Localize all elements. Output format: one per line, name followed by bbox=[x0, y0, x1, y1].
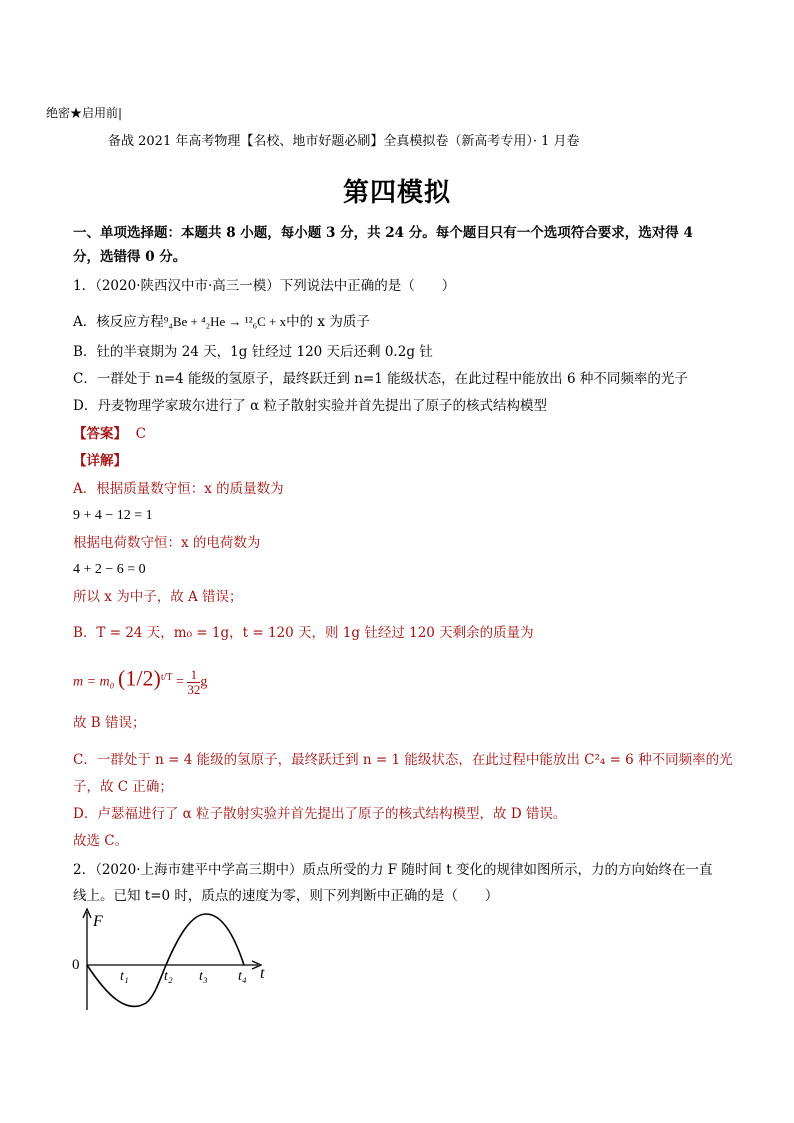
question-2-stem-line2: 线上。已知 t=0 时，质点的速度为零，则下列判断中正确的是（ ） bbox=[73, 888, 499, 904]
explain-d-1: D．卢瑟福进行了 α 粒子散射实验并首先提出了原子的核式结构模型，故 D 错误。 bbox=[73, 806, 567, 822]
option-a-suffix: 中的 x 为质子 bbox=[286, 314, 370, 330]
explain-a-1: A．根据质量数守恒：x 的质量数为 bbox=[73, 481, 284, 497]
formula-half: (1/2) bbox=[118, 665, 161, 691]
question-1-option-b: B．钍的半衰期为 24 天，1g 钍经过 120 天后还剩 0.2g 钍 bbox=[73, 344, 433, 360]
question-1-stem: 1．（2020·陕西汉中市·高三一模）下列说法中正确的是（ ） bbox=[73, 278, 456, 294]
tick-label-t3: t₃ bbox=[199, 969, 208, 984]
explain-b-1: B．T = 24 天，m₀ = 1g，t = 120 天，则 1g 钍经过 120 天剩余的质量为 bbox=[73, 625, 534, 641]
detail-label: 【详解】 bbox=[73, 453, 127, 469]
x-axis-label: t bbox=[260, 965, 265, 982]
answer-line bbox=[73, 425, 146, 443]
formula-equals: = bbox=[175, 674, 184, 690]
formula-fraction bbox=[187, 668, 200, 697]
final-choice: 故选 C。 bbox=[73, 833, 129, 849]
explain-c-1: C．一群处于 n = 4 能级的氢原子，最终跃迁到 n = 1 能级状态，在此过程中能放出 C²₄ = 6 种不同频率的光 bbox=[73, 752, 733, 768]
fraction-numerator: 1 bbox=[187, 668, 200, 683]
formula-exponent: t/T bbox=[160, 672, 173, 683]
answer-label: 【答案】 bbox=[73, 426, 127, 442]
explain-b-3: 故 B 错误； bbox=[73, 715, 146, 731]
y-axis-label: F bbox=[93, 913, 103, 930]
formula-left: m = m₀ bbox=[73, 674, 115, 690]
question-1-option-c: C．一群处于 n=4 能级的氢原子，最终跃迁到 n=1 能级状态，在此过程中能放出 6 种不同频率的光子 bbox=[73, 371, 688, 387]
tick-label-t2: t₂ bbox=[164, 969, 173, 984]
section-heading-line2: 分，选错得 0 分。 bbox=[73, 249, 187, 265]
question-1-option-a bbox=[73, 313, 370, 331]
confidential-mark: 绝密★启用前| bbox=[46, 106, 123, 120]
explain-c-2: 子，故 C 正确； bbox=[73, 779, 173, 795]
explain-b-formula bbox=[73, 663, 207, 698]
tick-label-t1: t₁ bbox=[120, 969, 129, 984]
section-heading-line1: 一、单项选择题：本题共 8 小题，每小题 3 分，共 24 分。每个题目只有一个选项符合要求，选对得 4 bbox=[73, 225, 693, 241]
explain-a-4: 4 + 2 − 6 = 0 bbox=[73, 562, 146, 577]
force-curve bbox=[87, 914, 244, 1006]
nuclear-equation: ⁹₄Be + ⁴₂He → ¹²₆C + x bbox=[163, 314, 287, 329]
explain-a-3: 根据电荷数守恒：x 的电荷数为 bbox=[73, 535, 261, 551]
explain-a-5: 所以 x 为中子，故 A 错误； bbox=[73, 589, 243, 605]
answer-value: C bbox=[135, 426, 146, 442]
force-time-graph bbox=[66, 906, 286, 1016]
explain-a-2: 9 + 4 − 12 = 1 bbox=[73, 508, 153, 523]
question-1-option-d: D．丹麦物理学家玻尔进行了 α 粒子散射实验并首先提出了原子的核式结构模型 bbox=[73, 398, 548, 414]
page-title: 第四模拟 bbox=[342, 178, 451, 208]
question-2-stem-line1: 2．（2020·上海市建平中学高三期中）质点所受的力 F 随时间 t 变化的规律如图所示，力的方向始终在一直 bbox=[73, 862, 713, 878]
origin-label: 0 bbox=[72, 957, 80, 973]
fraction-denominator: 32 bbox=[187, 681, 201, 697]
formula-unit: g bbox=[200, 674, 208, 690]
exam-subtitle: 备战 2021 年高考物理【名校、地市好题必刷】全真模拟卷（新高考专用）· 1 月卷 bbox=[108, 134, 580, 149]
option-a-prefix: A．核反应方程 bbox=[73, 314, 164, 330]
tick-label-t4: t₄ bbox=[238, 969, 247, 984]
